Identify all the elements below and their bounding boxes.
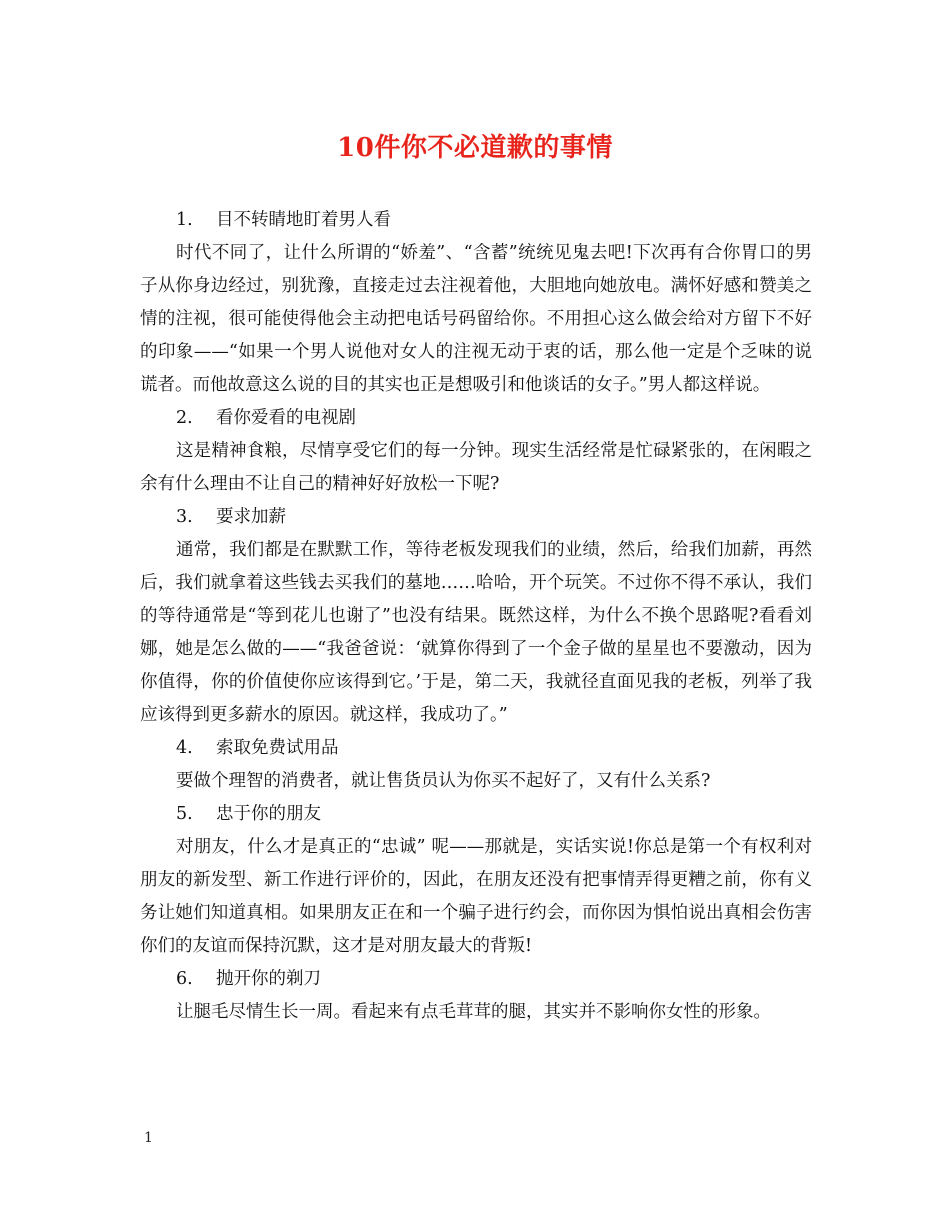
section-heading: [140, 204, 812, 237]
section-heading: [140, 501, 812, 534]
section-heading: [140, 798, 812, 831]
section-heading-text: 索取免费试用品: [216, 738, 339, 758]
document-body: [140, 204, 812, 1029]
section-number: 5.: [176, 804, 193, 824]
section-paragraph: 对朋友，什么才是真正的“忠诚” 呢——那就是，实话实说!你总是第一个有权利对朋友的新发型、新工作进行评价的，因此，在朋友还没有把事情弄得更糟之前，你有义务让她们知道真相。如果朋友正在和一个骗子进行约会，而你因为惧怕说出真相会伤害你们的友谊而保持沉默，这才是对朋友最大的背叛!: [140, 837, 812, 956]
section-paragraph: 通常，我们都是在默默工作，等待老板发现我们的业绩，然后，给我们加薪，再然后，我们就拿着这些钱去买我们的墓地……哈哈，开个玩笑。不过你不得不承认，我们的等待通常是“等到花儿也谢了”也没有结果。既然这样，为什么不换个思路呢?看看刘娜，她是怎么做的——“我爸爸说：‘就算你得到了一个金子做的星星也不要激动，因为你值得，你的价值使你应该得到它。’于是，第二天，我就径直面见我的老板，列举了我应该得到更多薪水的原因。就这样，我成功了。”: [140, 540, 812, 725]
section-paragraph: 让腿毛尽情生长一周。看起来有点毛茸茸的腿，其实并不影响你女性的形象。: [176, 1002, 771, 1022]
page-number: 1: [144, 1130, 153, 1146]
section-heading-text: 抛开你的剃刀: [216, 969, 321, 989]
section-number: 6.: [176, 969, 193, 989]
section-paragraph: 要做个理智的消费者，就让售货员认为你买不起好了，又有什么关系?: [176, 771, 711, 791]
section-paragraph: 时代不同了，让什么所谓的“娇羞”、“含蓄”统统见鬼去吧!下次再有合你胃口的男子从你身边经过，别犹豫，直接走过去注视着他，大胆地向她放电。满怀好感和赞美之情的注视，很可能使得他会主动把电话号码留给你。不用担心这么做会给对方留下不好的印象——“如果一个男人说他对女人的注视无动于衷的话，那么他一定是个乏味的说谎者。而他故意这么说的目的其实也正是想吸引和他谈话的女子。”男人都这样说。: [140, 243, 812, 395]
section-heading-text: 忠于你的朋友: [216, 804, 321, 824]
section-number: 3.: [176, 507, 193, 527]
section-heading-text: 看你爱看的电视剧: [216, 408, 356, 428]
section-number: 4.: [176, 738, 193, 758]
document-title: 10件你不必道歉的事情: [337, 133, 613, 163]
section-number: 1.: [176, 210, 193, 230]
section-heading: [140, 963, 812, 996]
section-heading: [140, 402, 812, 435]
section-heading-text: 目不转睛地盯着男人看: [216, 210, 391, 230]
section-paragraph: 这是精神食粮，尽情享受它们的每一分钟。现实生活经常是忙碌紧张的，在闲暇之余有什么理由不让自己的精神好好放松一下呢?: [140, 441, 812, 494]
section-heading-text: 要求加薪: [216, 507, 286, 527]
section-number: 2.: [176, 408, 193, 428]
section-heading: [140, 732, 812, 765]
